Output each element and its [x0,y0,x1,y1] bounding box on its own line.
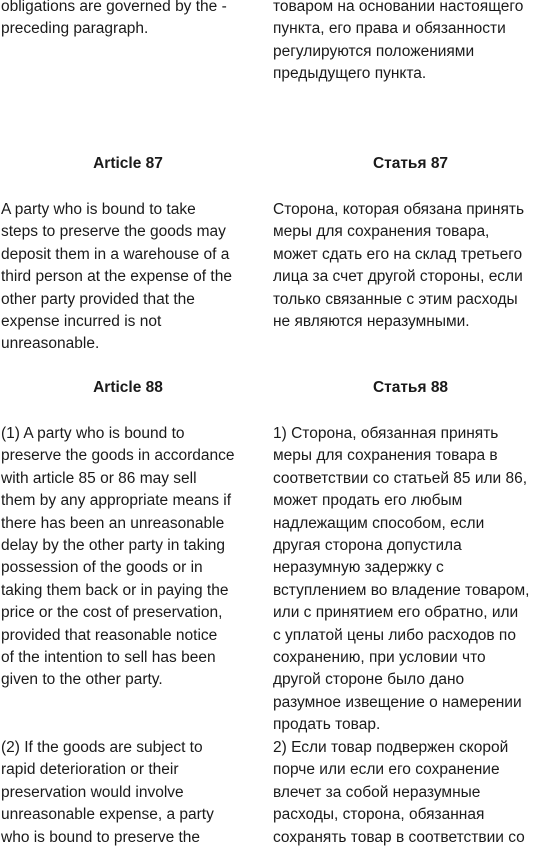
paragraph-text: A party who is bound to take steps to preserve the goods may deposit them in a warehouse of a third person at the expense of the other party provided that the expense incurred is not unreasonable. [1,201,232,353]
paragraph-text: (1) A party who is bound to preserve the goods in accordance with article 85 or 86 may sell them by any appropriate means if there has been an unreasonable delay by the other party in taking possession of the goods or in taking them back or in paying the price or the cost of preservation, provided that reasonable notice of the intention to sell has been given to the other party. [1,425,235,689]
paragraph-text: obligations are governed by the - preceding paragraph. [1,0,227,38]
article-87-heading-en: Article 87 [93,155,163,172]
paragraph-text: 1) Сторона, обязанная принять меры для сохранения товара в соответствии со статьей 85 или 86, может продать его любым надлежащим способом, если другая сторона допустила неразумную задержку с вступлением во владение товаром, или с принятием его обратно, или с уплатой цены либо расходов по сохранению, при условии что другой стороне было дано разумное извещение о намерении продать товар. [273,425,530,734]
article-88-heading-en: Article 88 [93,379,163,396]
paragraph-text: товаром на основании настоящего пункта, его права и обязанности регулируются положениями предыдущего пункта. [273,0,524,83]
paragraph-text: Сторона, которая обязана принять меры для сохранения товара, может сдать его на склад третьего лица за счет другой стороны, если только связанные с этим расходы не являются неразумными. [273,201,525,331]
paragraph-text: (2) If the goods are subject to rapid deterioration or their preservation would involve unreasonable expense, a party who is bound to preserve the [1,739,214,846]
article-88-heading-ru: Статья 88 [372,379,449,396]
paragraph-text: 2) Если товар подвержен скорой порче или если его сохранение влечет за собой неразумные расходы, сторона, обязанная сохранять товар в соответствии со [273,739,525,846]
article-87-heading-ru: Статья 87 [372,155,449,172]
